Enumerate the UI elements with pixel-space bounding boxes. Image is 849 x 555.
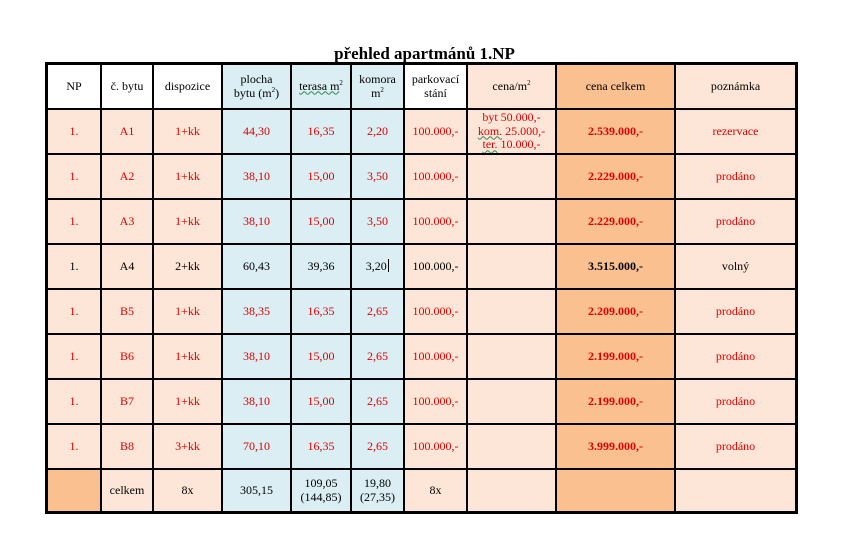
table-row [47, 244, 796, 289]
cell-storage: 2,65 [351, 424, 404, 469]
cell-note: prodáno [675, 424, 796, 469]
page-title: přehled apartmánů 1.NP [334, 44, 515, 63]
cell-note: prodáno [675, 199, 796, 244]
cell-terrace: 15,00 [291, 199, 351, 244]
cell-terrace: 16,35 [291, 424, 351, 469]
cell-storage: 2,65 [351, 289, 404, 334]
cell-floor-area: 38,10 [222, 334, 291, 379]
cell-parking: 100.000,- [404, 109, 467, 154]
cell-np: 1. [47, 334, 101, 379]
cell-total-price: 2.229.000,- [556, 199, 675, 244]
header-storage: komora $m^2$ [351, 64, 404, 109]
cell-parking: 100.000,- [404, 289, 467, 334]
cell-layout: 1+kk [153, 109, 222, 154]
cell-terrace: 15,00 [291, 334, 351, 379]
totals-row [47, 469, 796, 512]
header-terrace: terasa $m^2$ [291, 64, 351, 109]
cell-terrace: 16,35 [291, 289, 351, 334]
cell-storage: 2,20 [351, 109, 404, 154]
cell-np: 1. [47, 244, 101, 289]
total-label: celkem [101, 469, 153, 512]
cell-floor-area: 38,10 [222, 154, 291, 199]
cell-layout: 1+kk [153, 289, 222, 334]
cell-unit-number: B7 [101, 379, 153, 424]
header-floor-area: plocha bytu $(m^2)$ [222, 64, 291, 109]
table-row [47, 154, 796, 199]
cell-layout: 1+kk [153, 154, 222, 199]
total-price-per-m2 [467, 469, 556, 512]
cell-parking: 100.000,- [404, 379, 467, 424]
cell-storage: 3,20 [351, 244, 404, 289]
cell-price-per-m2 [467, 154, 556, 199]
header-note: poznámka [675, 64, 796, 109]
table-row [47, 424, 796, 469]
cell-np: 1. [47, 379, 101, 424]
cell-price-per-m2 [467, 424, 556, 469]
text-cursor [388, 259, 390, 272]
cell-floor-area: 38,10 [222, 379, 291, 424]
total-note [675, 469, 796, 512]
cell-unit-number: B6 [101, 334, 153, 379]
cell-price-per-m2 [467, 244, 556, 289]
cell-parking: 100.000,- [404, 244, 467, 289]
cell-parking: 100.000,- [404, 334, 467, 379]
cell-np: 1. [47, 289, 101, 334]
cell-note: prodáno [675, 154, 796, 199]
cell-layout: 2+kk [153, 244, 222, 289]
header-row [47, 64, 796, 109]
cell-price-per-m2 [467, 289, 556, 334]
table-row [47, 199, 796, 244]
cell-note: prodáno [675, 334, 796, 379]
table-row [47, 379, 796, 424]
cell-unit-number: A4 [101, 244, 153, 289]
cell-total-price: 3.515.000,- [556, 244, 675, 289]
cell-floor-area: 44,30 [222, 109, 291, 154]
total-parking: 8x [404, 469, 467, 512]
apartments-table [45, 62, 798, 514]
cell-price-per-m2 [467, 334, 556, 379]
header-np: NP [47, 64, 101, 109]
cell-total-price: 2.199.000,- [556, 334, 675, 379]
cell-np: 1. [47, 199, 101, 244]
cell-floor-area: 60,43 [222, 244, 291, 289]
cell-parking: 100.000,- [404, 154, 467, 199]
cell-unit-number: A1 [101, 109, 153, 154]
cell-total-price: 3.999.000,- [556, 424, 675, 469]
total-price [556, 469, 675, 512]
cell-price-per-m2 [467, 199, 556, 244]
cell-layout: 3+kk [153, 424, 222, 469]
cell-np: 1. [47, 109, 101, 154]
cell-floor-area: 70,10 [222, 424, 291, 469]
cell-price-per-m2: byt 50.000,- kom. 25.000,- ter. 10.000,- [467, 109, 556, 154]
table-row [47, 289, 796, 334]
cell-note: volný [675, 244, 796, 289]
cell-price-per-m2 [467, 379, 556, 424]
cell-note: rezervace [675, 109, 796, 154]
cell-terrace: 15,00 [291, 154, 351, 199]
cell-parking: 100.000,- [404, 199, 467, 244]
header-parking: parkovací stání [404, 64, 467, 109]
cell-total-price: 2.199.000,- [556, 379, 675, 424]
cell-parking: 100.000,- [404, 424, 467, 469]
cell-unit-number: B8 [101, 424, 153, 469]
table-row [47, 109, 796, 154]
cell-total-price: 2.209.000,- [556, 289, 675, 334]
header-layout: dispozice [153, 64, 222, 109]
total-floor-area: 305,15 [222, 469, 291, 512]
cell-floor-area: 38,35 [222, 289, 291, 334]
total-layout-count: 8x [153, 469, 222, 512]
cell-layout: 1+kk [153, 199, 222, 244]
cell-layout: 1+kk [153, 379, 222, 424]
cell-storage: 2,65 [351, 379, 404, 424]
cell-np: 1. [47, 154, 101, 199]
cell-note: prodáno [675, 379, 796, 424]
total-terrace: 109,05 (144,85) [291, 469, 351, 512]
cell-storage: 3,50 [351, 154, 404, 199]
cell-terrace: 39,36 [291, 244, 351, 289]
cell-np: 1. [47, 424, 101, 469]
cell-note: prodáno [675, 289, 796, 334]
cell-storage: 3,50 [351, 199, 404, 244]
cell-storage: 2,65 [351, 334, 404, 379]
total-storage: 19,80 (27,35) [351, 469, 404, 512]
cell-unit-number: A3 [101, 199, 153, 244]
cell-total-price: 2.229.000,- [556, 154, 675, 199]
total-np [47, 469, 101, 512]
cell-terrace: 16,35 [291, 109, 351, 154]
cell-unit-number: B5 [101, 289, 153, 334]
table-row [47, 334, 796, 379]
cell-terrace: 15,00 [291, 379, 351, 424]
header-total-price: cena celkem [556, 64, 675, 109]
cell-total-price: 2.539.000,- [556, 109, 675, 154]
cell-layout: 1+kk [153, 334, 222, 379]
cell-floor-area: 38,10 [222, 199, 291, 244]
cell-unit-number: A2 [101, 154, 153, 199]
header-unit-number: č. bytu [101, 64, 153, 109]
header-price-per-m2: cena/$m^2$ [467, 64, 556, 109]
